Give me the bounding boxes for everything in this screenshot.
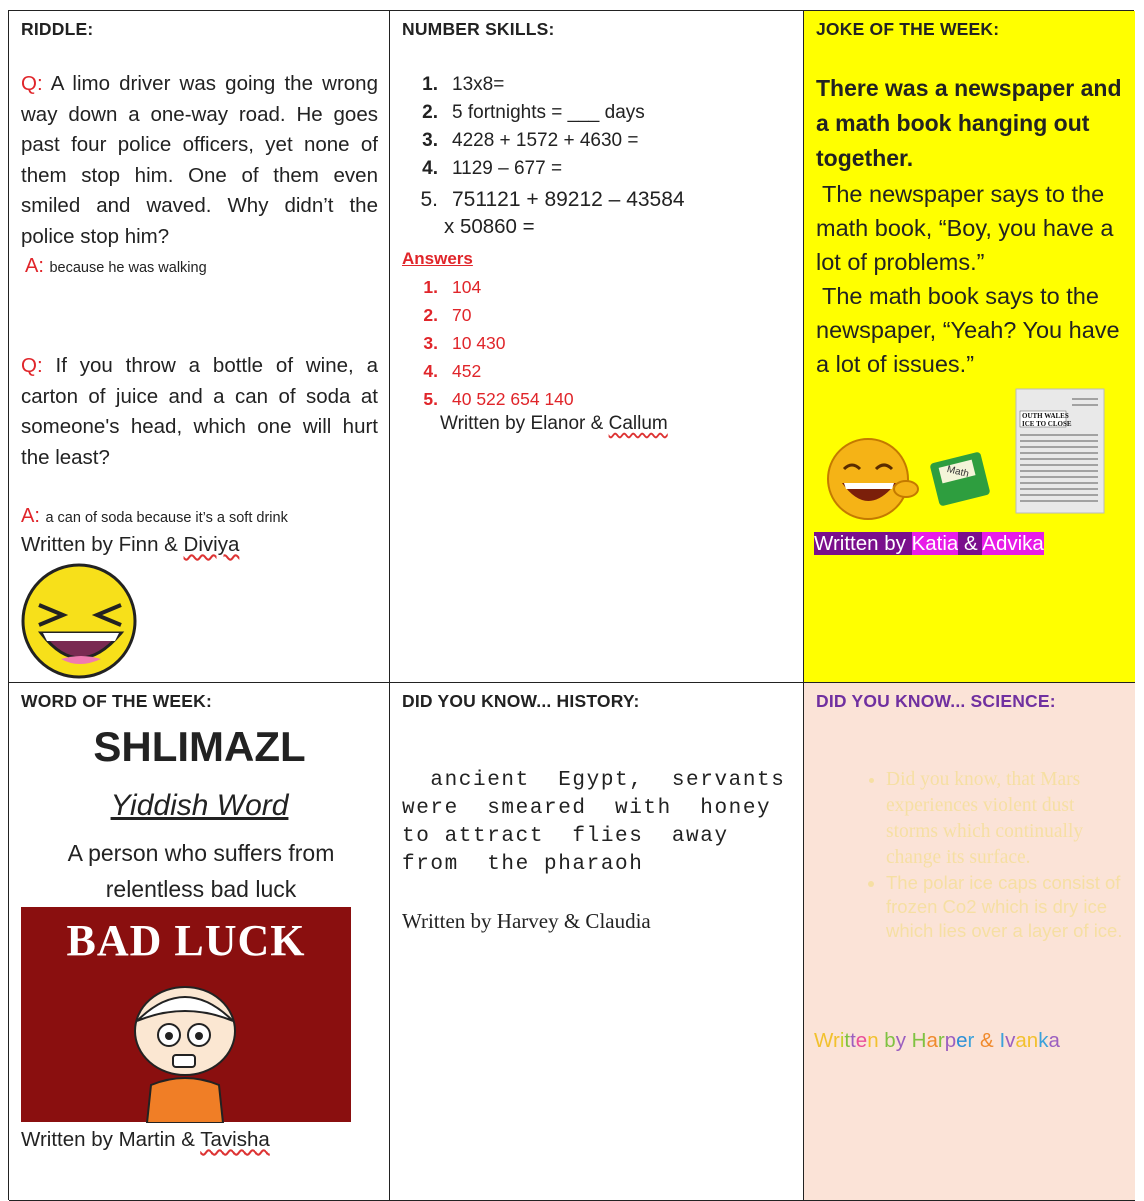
riddle-question-2-text: If you throw a bottle of wine, a carton of juice and a can of soda at someone's head, which one will hurt the least? — [21, 354, 378, 469]
book-label: Math — [945, 463, 970, 481]
byline-name: Callum — [608, 413, 668, 434]
riddle-answer-1-text: because he was walking — [49, 260, 207, 276]
riddle-question-1 — [21, 69, 378, 252]
byline-letter: n — [867, 1029, 879, 1052]
byline-letter: i — [839, 1029, 845, 1052]
item-text: 4228 + 1572 + 4630 = — [452, 130, 639, 151]
number-skills-heading: NUMBER SKILLS: — [402, 19, 555, 39]
byline-name-1: Katia — [911, 532, 959, 555]
item-text: 751121 + 89212 – 43584 — [452, 188, 685, 211]
joke-setup: There was a newspaper and a math book hanging out together. — [816, 75, 1122, 171]
word-origin: Yiddish Word — [110, 789, 289, 822]
item-number: 2. — [422, 102, 438, 123]
svg-text:ICE TO CLOSE: ICE TO CLOSE — [1022, 420, 1072, 428]
list-item — [402, 155, 685, 183]
science-section — [804, 683, 1135, 1201]
byline-letter: p — [944, 1029, 957, 1052]
item-number: 2. — [423, 305, 438, 325]
item-number: 3. — [422, 130, 438, 151]
list-item — [402, 127, 685, 155]
item-text: 10 430 — [452, 333, 506, 353]
byline-letter: a — [1015, 1029, 1027, 1052]
byline-letter: v — [1005, 1029, 1016, 1052]
answer-marker: A: — [21, 505, 40, 527]
image-caption: BAD LUCK — [66, 916, 306, 965]
byline-letter: a — [926, 1029, 938, 1052]
byline-letter: r — [832, 1029, 840, 1052]
history-section — [390, 683, 804, 1201]
answer-list — [402, 273, 574, 413]
number-skills-byline — [440, 413, 668, 435]
byline-letter: t — [844, 1029, 851, 1052]
history-heading: DID YOU KNOW... HISTORY: — [402, 691, 640, 711]
science-byline — [814, 1029, 1060, 1053]
byline-prefix: Written by Finn & — [21, 533, 184, 556]
history-byline: Written by Harvey & Claudia — [402, 909, 651, 933]
byline-letter: t — [850, 1029, 856, 1052]
item-number: 5. — [423, 389, 438, 409]
list-item — [402, 357, 574, 385]
byline-letter: r — [967, 1029, 975, 1052]
byline-letter: e — [956, 1029, 968, 1052]
byline-letter: a — [1048, 1029, 1060, 1052]
riddle-question-1-text: A limo driver was going the wrong way down a one-way road. He goes past four police officers, yet none of them stop him. One of them even smiled and waved. Why didn’t the police stop him? — [21, 72, 378, 248]
answers-label: Answers — [402, 249, 473, 268]
riddle-answer-2-text: a can of soda because it’s a soft drink — [45, 510, 288, 526]
item-text: 70 — [452, 305, 472, 325]
list-item — [402, 273, 574, 301]
riddle-answer-1 — [25, 255, 207, 278]
riddle-question-2 — [21, 351, 378, 473]
joke-line-2: The math book says to the newspaper, “Yeah? You have a lot of issues.” — [816, 283, 1120, 377]
riddle-byline — [21, 533, 239, 557]
list-item — [402, 385, 574, 413]
byline-name-2: Advika — [982, 532, 1044, 555]
joke-heading: JOKE OF THE WEEK: — [816, 19, 1000, 39]
bad-luck-image — [21, 907, 351, 1122]
byline-name: Tavisha — [200, 1128, 270, 1151]
item-number: 4. — [423, 361, 438, 381]
laughing-face-icon — [21, 561, 141, 681]
byline-letter: k — [1038, 1029, 1049, 1052]
byline-letter: y — [895, 1029, 906, 1052]
word-section — [9, 683, 390, 1201]
list-item — [402, 329, 574, 357]
riddle-section — [9, 11, 390, 683]
list-item: • Did you know, that Mars experiences violent dust storms which continually change its surface. — [886, 767, 1124, 871]
item-number: 1. — [422, 74, 438, 95]
list-item — [402, 99, 685, 127]
science-heading: DID YOU KNOW... SCIENCE: — [816, 691, 1056, 711]
question-list — [402, 71, 685, 217]
byline-letter: W — [814, 1029, 833, 1052]
byline-letter: e — [855, 1029, 868, 1052]
joke-line-1: The newspaper says to the math book, “Boy, you have a lot of problems.” — [816, 181, 1114, 275]
byline-letter: n — [1026, 1029, 1039, 1052]
item-number: 4. — [422, 158, 438, 179]
word-title: SHLIMAZL — [93, 723, 306, 770]
word-heading: WORD OF THE WEEK: — [21, 691, 213, 711]
byline-name: Diviya — [183, 533, 240, 556]
item-text: 40 522 654 140 — [452, 389, 574, 409]
question-marker: Q: — [21, 354, 43, 377]
list-item — [402, 183, 685, 217]
item-number: 1. — [423, 277, 438, 297]
joke-byline — [814, 531, 1044, 557]
byline-amp: & — [958, 532, 983, 555]
list-item — [402, 71, 685, 99]
word-definition: A person who suffers from relentless bad luck — [67, 840, 335, 902]
byline-letter: & — [980, 1029, 994, 1052]
item-number: 3. — [423, 333, 438, 353]
joke-section — [804, 11, 1135, 683]
item-text: 5 fortnights = ___ days — [452, 102, 645, 123]
byline-prefix: Written by Martin & — [21, 1128, 201, 1151]
riddle-answer-2 — [21, 505, 288, 528]
laughing-emoji-icon — [824, 435, 920, 523]
byline-prefix: Written by Elanor & — [440, 413, 609, 434]
item-text: 452 — [452, 361, 482, 381]
item-text: 13x8= — [452, 74, 505, 95]
item-text: 1129 – 677 = — [452, 158, 563, 179]
word-byline — [21, 1128, 270, 1152]
newsletter-grid — [8, 10, 1134, 1200]
newspaper-icon — [1012, 387, 1106, 517]
cartoon-boy-icon — [121, 973, 251, 1123]
byline-prefix: Written by — [814, 532, 912, 555]
list-item — [402, 301, 574, 329]
byline-letter: I — [999, 1029, 1006, 1052]
list-item: • The polar ice caps consist of frozen Co2 which is dry ice which lies over a layer of ice. — [886, 871, 1124, 943]
math-book-icon — [930, 449, 994, 509]
byline-letter: b — [884, 1029, 896, 1052]
history-fact: ancient Egypt, servants were smeared with honey to attract flies away from the pharaoh — [402, 769, 800, 876]
riddle-heading: RIDDLE: — [21, 19, 94, 39]
item-text: 104 — [452, 277, 482, 297]
item-number: 5. — [420, 188, 438, 211]
number-skills-section — [390, 11, 804, 683]
answer-marker: A: — [25, 255, 44, 277]
byline-letter: H — [911, 1029, 927, 1052]
question-5-continued: x 50860 = — [444, 215, 535, 238]
science-fact-list — [844, 767, 1124, 943]
newspaper-headline: OUTH WALES — [1022, 412, 1069, 420]
question-marker: Q: — [21, 72, 43, 95]
byline-letter: r — [937, 1029, 945, 1052]
